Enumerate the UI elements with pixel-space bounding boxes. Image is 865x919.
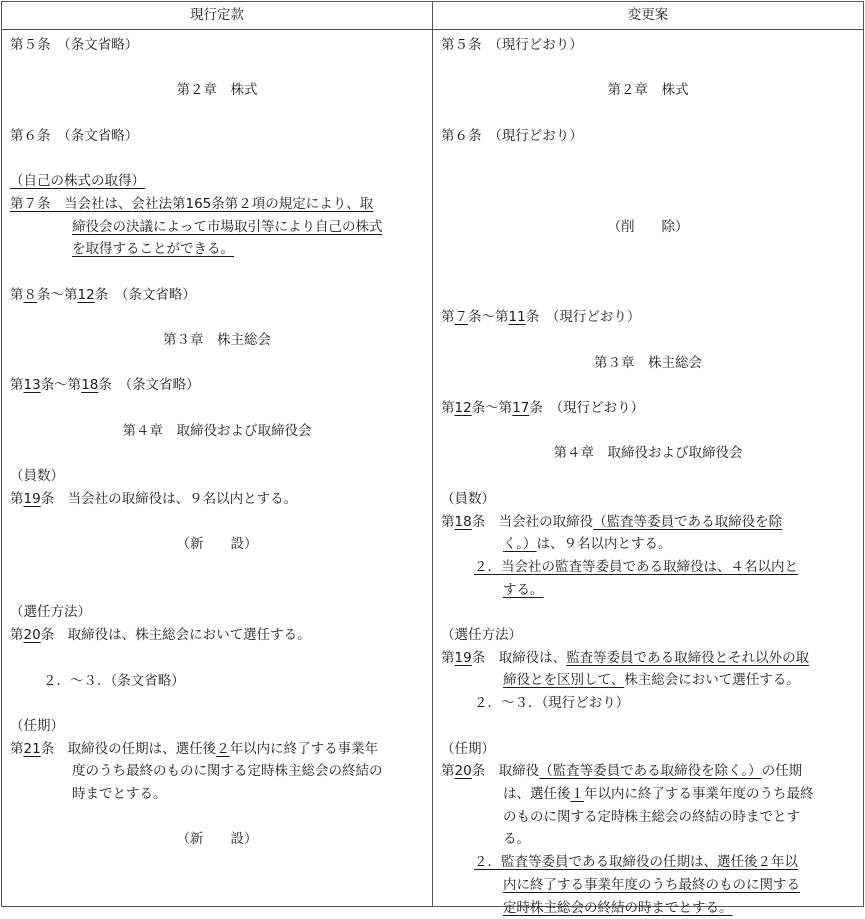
header-current: 現行定款 bbox=[2, 2, 433, 30]
article-20-caption: （任期） bbox=[441, 738, 855, 761]
article-20-para2: ２．監査等委員である取締役の任期は、選任後２年以 bbox=[441, 851, 855, 874]
article-18: 第18条 当会社の取締役（監査等委員である取締役を除 bbox=[441, 511, 855, 534]
proposed-articles-cell bbox=[433, 30, 864, 907]
article-6: 第６条 （現行どおり） bbox=[441, 125, 855, 148]
article-20-line4: る。 bbox=[441, 828, 855, 851]
deleted-provision: （削 除） bbox=[441, 216, 855, 239]
article-5: 第５条 （条文省略） bbox=[10, 34, 424, 57]
article-20-para2-line2: 内に終了する事業年度のうち最終のものに関する bbox=[441, 874, 855, 897]
article-7-line2: 締役会の決議によって市場取引等により自己の株式 bbox=[10, 216, 424, 239]
article-13-18: 第13条～第18条 （条文省略） bbox=[10, 374, 424, 397]
article-18-para2-line2: する。 bbox=[441, 579, 855, 602]
article-19-caption: （選任方法） bbox=[441, 624, 855, 647]
article-20: 第20条 取締役（監査等委員である取締役を除く。）の任期 bbox=[441, 760, 855, 783]
article-19: 第19条 取締役は、監査等委員である取締役とそれ以外の取 bbox=[441, 647, 855, 670]
chapter-4-heading: 第４章 取締役および取締役会 bbox=[10, 420, 424, 443]
article-21-line3: 時までとする。 bbox=[10, 783, 424, 806]
article-20: 第20条 取締役は、株主総会において選任する。 bbox=[10, 624, 424, 647]
chapter-4-heading: 第４章 取締役および取締役会 bbox=[441, 442, 855, 465]
article-7-line3: を取得することができる。 bbox=[10, 238, 424, 261]
article-20-line3: のものに関する定時株主総会の終結の時までとす bbox=[441, 806, 855, 829]
article-18-caption: （員数） bbox=[441, 488, 855, 511]
article-19-caption: （員数） bbox=[10, 465, 424, 488]
chapter-3-heading: 第３章 株主総会 bbox=[441, 352, 855, 375]
article-7-caption: （自己の株式の取得） bbox=[10, 170, 424, 193]
chapter-3-heading: 第３章 株主総会 bbox=[10, 329, 424, 352]
article-7: 第７条 当会社は、会社法第165条第２項の規定により、取 bbox=[10, 193, 424, 216]
article-19-para2: ２．～３．（現行どおり） bbox=[441, 692, 855, 715]
article-20-para2: ２．～３．（条文省略） bbox=[10, 670, 424, 693]
article-6: 第６条 （条文省略） bbox=[10, 125, 424, 148]
article-8-12: 第８条～第12条 （条文省略） bbox=[10, 284, 424, 307]
article-20-line2: は、選任後１年以内に終了する事業年度のうち最終 bbox=[441, 783, 855, 806]
article-21-line2: 度のうち最終のものに関する定時株主総会の終結の bbox=[10, 760, 424, 783]
new-provision-1: （新 設） bbox=[10, 533, 424, 556]
article-21: 第21条 取締役の任期は、選任後２年以内に終了する事業年 bbox=[10, 738, 424, 761]
new-provision-2: （新 設） bbox=[10, 828, 424, 851]
article-20-para2-line3: 定時株主総会の終結の時までとする。 bbox=[441, 897, 855, 919]
article-5: 第５条 （現行どおり） bbox=[441, 34, 855, 57]
current-articles-cell bbox=[2, 30, 433, 907]
article-21-caption: （任期） bbox=[10, 715, 424, 738]
chapter-2-heading: 第２章 株式 bbox=[10, 79, 424, 102]
article-18-line2: く。）は、９名以内とする。 bbox=[441, 533, 855, 556]
header-proposed: 変更案 bbox=[433, 2, 864, 30]
article-12-17: 第12条～第17条 （現行どおり） bbox=[441, 397, 855, 420]
table-header-row bbox=[2, 2, 864, 30]
table-body-row bbox=[2, 30, 864, 907]
article-18-para2: ２．当会社の監査等委員である取締役は、４名以内と bbox=[441, 556, 855, 579]
article-19: 第19条 当会社の取締役は、９名以内とする。 bbox=[10, 488, 424, 511]
articles-comparison-table bbox=[1, 1, 864, 907]
article-7-11: 第７条～第11条 （現行どおり） bbox=[441, 306, 855, 329]
article-20-caption: （選任方法） bbox=[10, 601, 424, 624]
article-19-line2: 締役とを区別して、株主総会において選任する。 bbox=[441, 669, 855, 692]
chapter-2-heading: 第２章 株式 bbox=[441, 79, 855, 102]
